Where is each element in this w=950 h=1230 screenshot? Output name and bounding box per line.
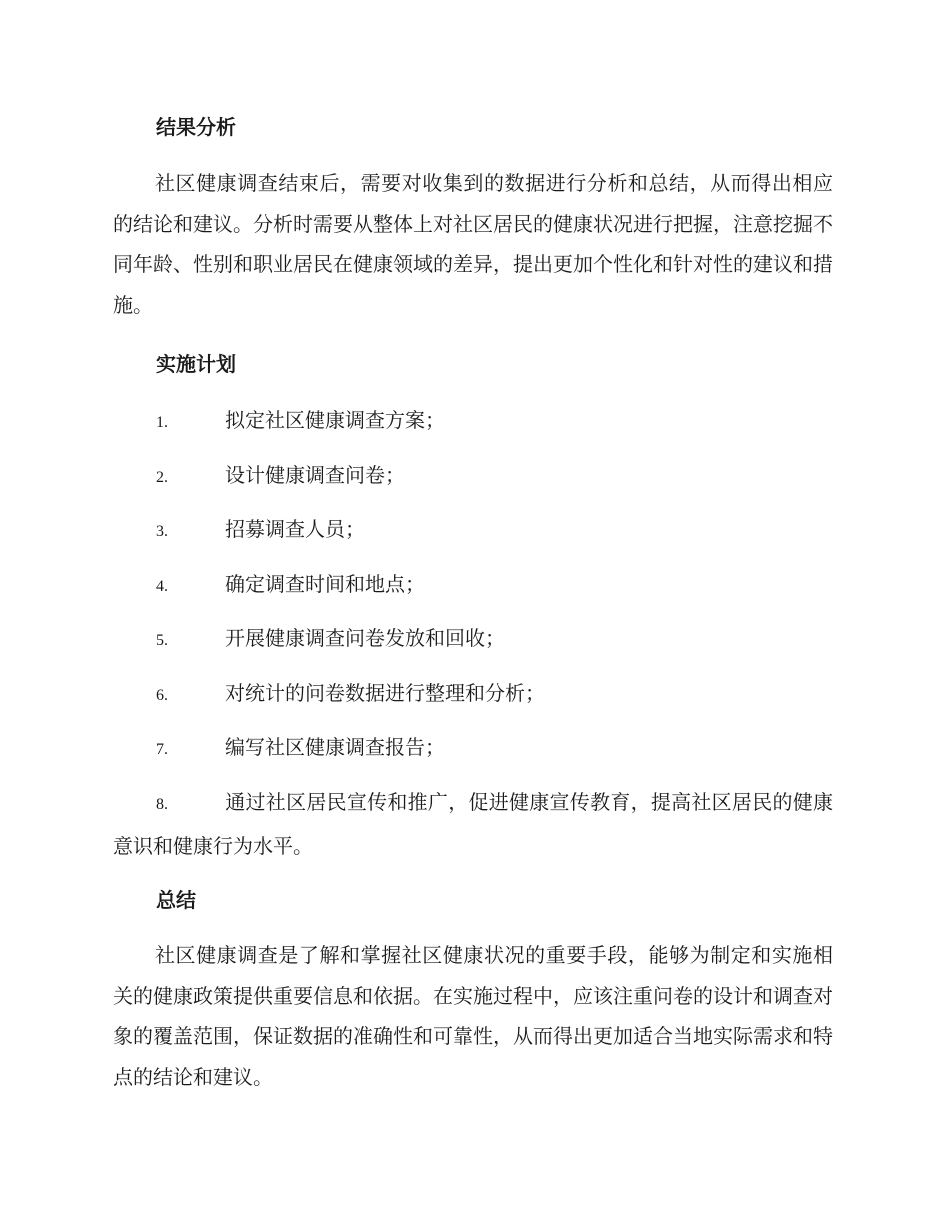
list-item-number: 2.	[156, 469, 168, 486]
list-item-text: 招募调查人员；	[225, 517, 365, 541]
plan-list-item	[156, 455, 405, 499]
list-item-number: 5.	[156, 632, 168, 649]
section-heading-summary: 总结	[156, 888, 196, 912]
list-item-text: 编写社区健康调查报告；	[225, 735, 445, 759]
list-item-number: 8.	[156, 796, 168, 813]
plan-list-item	[156, 727, 445, 771]
section-heading-plan: 实施计划	[156, 352, 236, 376]
list-item-number: 1.	[156, 414, 168, 431]
list-item-text: 拟定社区健康调查方案；	[225, 408, 445, 432]
plan-list-item	[113, 782, 833, 866]
list-item-text: 开展健康调查问卷发放和回收；	[225, 626, 505, 650]
list-item-text: 对统计的问卷数据进行整理和分析；	[225, 681, 545, 705]
list-item-text: 确定调查时间和地点；	[225, 572, 425, 596]
plan-list-item	[156, 618, 505, 662]
plan-list-item	[156, 400, 445, 444]
list-item-text: 通过社区居民宣传和推广，促进健康宣传教育，提高社区居民的健康意识和健康行为水平。	[113, 790, 833, 858]
list-item-number: 3.	[156, 523, 168, 540]
summary-paragraph: 社区健康调查是了解和掌握社区健康状况的重要手段，能够为制定和实施相关的健康政策提供重要信息和依据。在实施过程中，应该注重问卷的设计和调查对象的覆盖范围，保证数据的准确性和可靠性，从而得出更加适合当地实际需求和特点的结论和建议。	[113, 943, 833, 1089]
list-item-text: 设计健康调查问卷；	[225, 463, 405, 487]
section-heading-results: 结果分析	[156, 115, 236, 139]
list-item-number: 7.	[156, 741, 168, 758]
plan-list-item	[156, 509, 365, 553]
results-paragraph: 社区健康调查结束后，需要对收集到的数据进行分析和总结，从而得出相应的结论和建议。分析时需要从整体上对社区居民的健康状况进行把握，注意挖掘不同年龄、性别和职业居民在健康领域的差异，提出更加个性化和针对性的建议和措施。	[113, 171, 833, 317]
plan-list-item	[156, 564, 425, 608]
plan-list-item	[156, 673, 545, 717]
list-item-number: 6.	[156, 687, 168, 704]
list-item-number: 4.	[156, 578, 168, 595]
